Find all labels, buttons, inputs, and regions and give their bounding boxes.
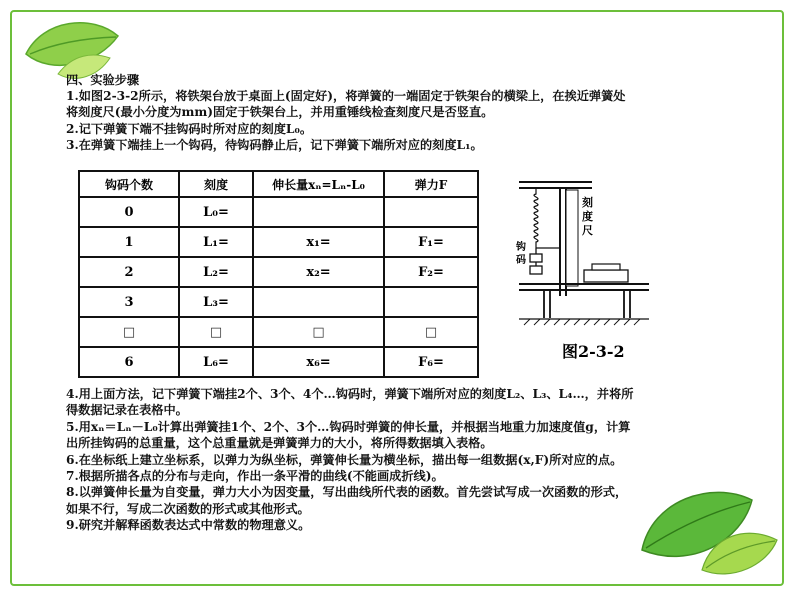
table-cell: □ bbox=[179, 317, 253, 347]
table-row bbox=[79, 317, 478, 347]
header-cell: 钩码个数 bbox=[79, 171, 179, 197]
spring-apparatus-figure bbox=[514, 178, 654, 328]
steps-bottom bbox=[66, 386, 782, 534]
table-cell: F₂= bbox=[384, 257, 478, 287]
weight-icon bbox=[530, 248, 542, 274]
table-cell: 2 bbox=[79, 257, 179, 287]
step-line: 7.根据所描各点的分布与走向，作出一条平滑的曲线(不能画成折线)。 bbox=[66, 469, 444, 484]
table-cell: □ bbox=[384, 317, 478, 347]
step-line: 3.在弹簧下端挂上一个钩码，待钩码静止后，记下弹簧下端所对应的刻度L₁。 bbox=[66, 138, 483, 153]
table-cell: x₁= bbox=[253, 227, 384, 257]
ruler-icon bbox=[566, 190, 578, 286]
step-line: 5.用xₙ＝Lₙ－L₀计算出弹簧挂1个、2个、3个…钩码时弹簧的伸长量，并根据当地重力加速度值g，计算 bbox=[66, 419, 631, 434]
header-cell: 伸长量xₙ=Lₙ-L₀ bbox=[253, 171, 384, 197]
table-cell: 3 bbox=[79, 287, 179, 317]
ruler-label-1: 刻 bbox=[582, 196, 593, 209]
data-table bbox=[78, 170, 479, 378]
table-row bbox=[79, 197, 478, 227]
table-cell: x₂= bbox=[253, 257, 384, 287]
section-heading: 四、实验步骤 bbox=[66, 73, 140, 87]
step-line: 2.记下弹簧下端不挂钩码时所对应的刻度L₀。 bbox=[66, 121, 313, 136]
table-row bbox=[79, 287, 478, 317]
spring-icon bbox=[534, 188, 538, 248]
table-cell: L₂= bbox=[179, 257, 253, 287]
step-line: 出所挂钩码的总重量，这个总重量就是弹簧弹力的大小，将所得数据填入表格。 bbox=[66, 436, 493, 451]
table-cell: 1 bbox=[79, 227, 179, 257]
table-cell bbox=[384, 287, 478, 317]
weight-label-1: 钩 bbox=[516, 242, 526, 253]
table-cell bbox=[253, 287, 384, 317]
table-cell: L₀= bbox=[179, 197, 253, 227]
table-cell: 6 bbox=[79, 347, 179, 377]
ruler-label-2: 度 bbox=[582, 210, 593, 223]
table-row bbox=[79, 227, 478, 257]
weight-label-2: 码 bbox=[516, 255, 526, 266]
table-cell: □ bbox=[253, 317, 384, 347]
table-cell bbox=[384, 197, 478, 227]
table-cell bbox=[253, 197, 384, 227]
table-cell: L₁= bbox=[179, 227, 253, 257]
table-cell: 0 bbox=[79, 197, 179, 227]
table-cell: □ bbox=[79, 317, 179, 347]
table-header-row bbox=[79, 171, 478, 197]
steps-top bbox=[66, 88, 782, 154]
step-line: 如果不行，写成二次函数的形式或其他形式。 bbox=[66, 501, 310, 516]
table-cell: F₁= bbox=[384, 227, 478, 257]
step-line: 将刻度尺(最小分度为mm)固定于铁架台上，并用重锤线检查刻度尺是否竖直。 bbox=[66, 105, 494, 120]
figure-caption: 图2-3-2 bbox=[562, 342, 625, 361]
step-line: 得数据记录在表格中。 bbox=[66, 403, 188, 418]
step-line: 8.以弹簧伸长量为自变量，弹力大小为因变量，写出曲线所代表的函数。首先尝试写成一次函数的形式， bbox=[66, 485, 628, 500]
table-row bbox=[79, 257, 478, 287]
table-cell: F₆= bbox=[384, 347, 478, 377]
table-row bbox=[79, 347, 478, 377]
header-cell: 刻度 bbox=[179, 171, 253, 197]
step-line: 4.用上面方法，记下弹簧下端挂2个、3个、4个…钩码时，弹簧下端所对应的刻度L₂、L₃、L₄…，并将所 bbox=[66, 387, 634, 401]
step-line: 6.在坐标纸上建立坐标系，以弹力为纵坐标，弹簧伸长量为横坐标，描出每一组数据(x,F)所对应的点。 bbox=[66, 452, 623, 467]
ruler-label-3: 尺 bbox=[582, 224, 593, 237]
table-cell: L₃= bbox=[179, 287, 253, 317]
table-cell: x₆= bbox=[253, 347, 384, 377]
header-cell: 弹力F bbox=[384, 171, 478, 197]
table-cell: L₆= bbox=[179, 347, 253, 377]
step-line: 1.如图2-3-2所示，将铁架台放于桌面上(固定好)，将弹簧的一端固定于铁架台的横梁上，在挨近弹簧处 bbox=[66, 89, 626, 103]
step-line: 9.研究并解释函数表达式中常数的物理意义。 bbox=[66, 518, 311, 533]
